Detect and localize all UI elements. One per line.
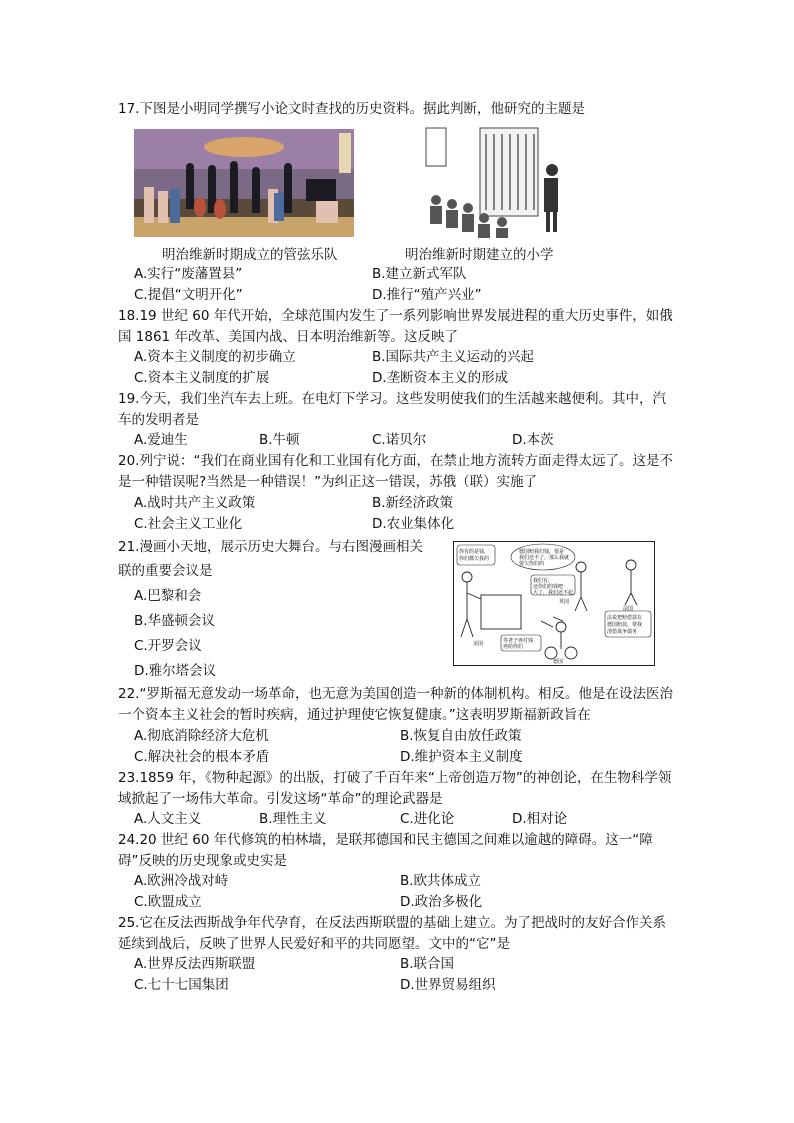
q24-option-d[interactable]: D.政治多极化: [400, 894, 483, 910]
bubble1-line1: 你有的是钱，: [459, 549, 490, 555]
bubble2-line3: 要欠你们的: [519, 561, 545, 567]
question-22-stem: 22.“罗斯福无意发动一场革命，也无意为美国创造一种新的体制机构。相反。他是在设法医治一个资本主义社会的暂时疾病，通过护理使它恢复健康。”这表明罗斯福新政旨在: [118, 686, 673, 723]
q25-option-a[interactable]: A.世界反法西斯联盟: [134, 956, 256, 972]
q23-option-b[interactable]: B.理性主义: [259, 811, 327, 827]
q23-option-a[interactable]: A.人文主义: [134, 811, 202, 827]
bubble3-line2: 还你们的钱吧: [533, 584, 564, 590]
bubble5-line1: 等老子再付钱: [503, 638, 534, 644]
q21-option-d[interactable]: D.雅尔塔会议: [134, 663, 217, 679]
bubble5-line2: 再给你们: [503, 644, 524, 650]
bubble2-line1: 德国赔我们钱，要是: [519, 549, 565, 555]
bubble3-line3: 大了，我们还不起: [533, 590, 574, 596]
q21-option-b[interactable]: B.华盛顿会议: [134, 613, 216, 629]
bubble4-line1: 法说把赔偿款在: [607, 615, 643, 621]
bubble4-line3: 清偿战争债务: [607, 629, 638, 635]
q19-option-b[interactable]: B.牛顿: [259, 432, 300, 448]
bubble1-line2: 你们都欠我的: [459, 556, 490, 562]
q21-option-a[interactable]: A.巴黎和会: [134, 588, 202, 604]
q18-option-c[interactable]: C.资本主义制度的扩展: [134, 370, 270, 386]
q17-option-b[interactable]: B.建立新式军队: [372, 266, 467, 282]
question-25-stem: 25.它在反法西斯战争年代孕育，在反法西斯联盟的基础上建立。为了把战时的友好合作关系延续到战后，反映了世界人民爱好和平的共同愿望。文中的“它”是: [118, 915, 666, 952]
q18-option-b[interactable]: B.国际共产主义运动的兴起: [372, 349, 535, 365]
question-21-stem-line2: 联的重要会议是: [118, 563, 213, 579]
q17-option-d[interactable]: D.推行“殖产兴业”: [372, 287, 482, 303]
q19-option-c[interactable]: C.诺贝尔: [372, 432, 427, 448]
q24-option-b[interactable]: B.欧共体成立: [400, 873, 482, 889]
question-24-stem: 24.20 世纪 60 年代修筑的柏林墙，是联邦德国和民主德国之间难以逾越的障碍。这一“障碍”反映的历史现象或史实是: [118, 832, 653, 869]
q24-option-c[interactable]: C.欧盟成立: [134, 894, 202, 910]
question-18-stem: 18.19 世纪 60 年代开始，全球范围内发生了一系列影响世界发展进程的重大历史事件，如俄国 1861 年改革、美国内战、日本明治维新等。这反映了: [118, 308, 673, 345]
classroom-image: [424, 126, 562, 238]
label-britain: 英国: [559, 599, 570, 605]
label-germany: 德国: [553, 659, 564, 665]
q21-option-c[interactable]: C.开罗会议: [134, 638, 202, 654]
bubble4-line2: 德国赔款，帮我: [607, 622, 643, 628]
q17-option-c[interactable]: C.提倡“文明开化”: [134, 287, 243, 303]
q17-option-a[interactable]: A.实行“废藩置县”: [134, 266, 243, 282]
bubble3-line1: 我们有，: [533, 578, 554, 584]
q23-option-c[interactable]: C.进化论: [400, 811, 455, 827]
q18-option-d[interactable]: D.垄断资本主义的形成: [372, 370, 509, 386]
question-17-stem: 17.下图是小明同学撰写小论文时查找的历史资料。据此判断，他研究的主题是: [118, 101, 585, 117]
q19-option-d[interactable]: D.本茨: [512, 432, 554, 448]
q22-option-d[interactable]: D.维护资本主义制度: [400, 749, 523, 765]
q20-option-b[interactable]: B.新经济政策: [372, 495, 454, 511]
q25-option-c[interactable]: C.七十七国集团: [134, 977, 229, 993]
q23-option-d[interactable]: D.相对论: [512, 811, 568, 827]
q20-option-a[interactable]: A.战时共产主义政策: [134, 495, 256, 511]
bubble2-line2: 我们还不了，那么我就: [519, 555, 570, 561]
q22-option-b[interactable]: B.恢复自由放任政策: [400, 728, 522, 744]
question-20-stem: 20.列宁说：“我们在商业国有化和工业国有化方面，在禁止地方流转方面走得太远了。这是不是一种错误呢?当然是一种错误！”为纠正这一错误，苏俄（联）实施了: [118, 453, 673, 490]
label-france: 法国: [623, 606, 634, 612]
q25-option-b[interactable]: B.联合国: [400, 956, 455, 972]
question-19-stem: 19.今天，我们坐汽车去上班。在电灯下学习。这些发明使我们的生活越来越便利。其中，汽车的发明者是: [118, 391, 666, 428]
q18-option-a[interactable]: A.资本主义制度的初步确立: [134, 349, 296, 365]
debt-cartoon: [453, 541, 655, 666]
q25-option-d[interactable]: D.世界贸易组织: [400, 977, 496, 993]
q24-option-a[interactable]: A.欧洲冷战对峙: [134, 873, 229, 889]
q20-option-d[interactable]: D.农业集体化: [372, 516, 455, 532]
caption-primary-school: 明治维新时期建立的小学: [405, 247, 554, 263]
caption-orchestra: 明治维新时期成立的管弦乐队: [162, 247, 338, 263]
label-usa: 美国: [473, 641, 484, 647]
q22-option-a[interactable]: A.彻底消除经济大危机: [134, 728, 269, 744]
q19-option-a[interactable]: A.爱迪生: [134, 432, 188, 448]
question-23-stem: 23.1859 年，《物种起源》的出版，打破了千百年来“上帝创造万物”的神创论，在生物科学领域掀起了一场伟大革命。引发这场“革命”的理论武器是: [118, 770, 672, 807]
q20-option-c[interactable]: C.社会主义工业化: [134, 516, 243, 532]
question-21-stem-line1: 21.漫画小天地，展示历史大舞台。与右图漫画相关: [118, 539, 423, 555]
q22-option-c[interactable]: C.解决社会的根本矛盾: [134, 749, 270, 765]
orchestra-image: [134, 129, 354, 237]
